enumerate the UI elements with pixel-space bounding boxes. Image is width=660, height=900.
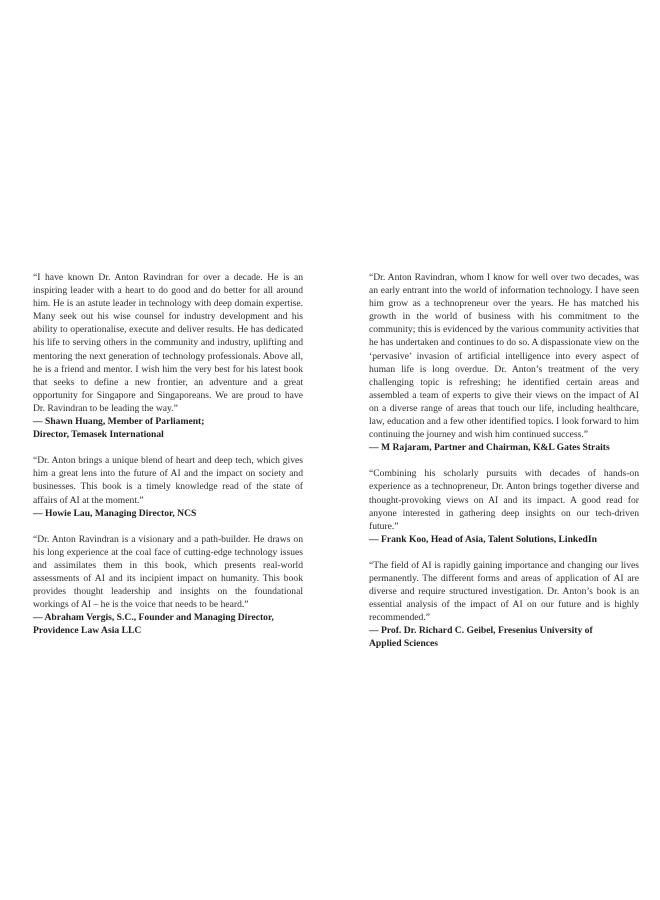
endorsement-quote: “Dr. Anton Ravindran, whom I know for well over two decades, was an early entrant into the world of information technology. I have seen him grow as a technopreneur over the years. He has matched his growth in the world of business with his commitment to the community; this is evidenced by the various community activities that he has undertaken and continues to do so. A dispassionate view on the ‘pervasive’ invasion of artificial intelligence into every aspect of human life is long overdue. Dr. Anton’s treatment of the very challenging topic is refreshing; he identified certain areas and assembled a team of experts to give their views on the impact of AI on a diverse range of areas that touch our life, including healthcare, law, education and a few other identified topics. I look forward to him continuing the journey and wish him continued success.” <box>369 272 639 441</box>
endorsement-shawn-huang <box>33 271 303 441</box>
endorsement-richard-geibel <box>369 559 639 651</box>
right-column <box>369 271 639 664</box>
attribution-line: — M Rajaram, Partner and Chairman, K&L Gates Straits <box>369 442 610 454</box>
endorsement-howie-lau <box>33 454 303 519</box>
attribution-line: — Shawn Huang, Member of Parliament; <box>33 416 205 428</box>
attribution-line: — Abraham Vergis, S.C., Founder and Managing Director, <box>33 612 274 624</box>
endorsement-attribution <box>33 611 303 637</box>
endorsement-quote: “Combining his scholarly pursuits with decades of hands-on experience as a technopreneur, Dr. Anton brings together diverse and thought-provoking views on AI and its impact. A good read for anyone interested in gathering deep insights on our tech-driven future.” <box>369 468 639 532</box>
endorsement-m-rajaram <box>369 271 639 454</box>
endorsement-abraham-vergis <box>33 533 303 638</box>
endorsement-quote: “Dr. Anton brings a unique blend of heart and deep tech, which gives him a great lens into the future of AI and the impact on society and businesses. This book is a timely knowledge read of the state of affairs of AI at the moment.” <box>33 455 303 506</box>
attribution-line: Providence Law Asia LLC <box>33 625 142 637</box>
left-column <box>33 271 303 650</box>
endorsement-quote: “The field of AI is rapidly gaining importance and changing our lives permanently. The different forms and areas of application of AI are diverse and require structured investigation. Dr. Anton’s book is an essential analysis of the impact of AI on our future and is highly recommended.” <box>369 559 639 624</box>
endorsement-attribution <box>369 441 639 454</box>
endorsement-frank-koo <box>369 467 639 546</box>
attribution-line: Applied Sciences <box>369 638 439 650</box>
endorsement-attribution <box>33 415 303 441</box>
endorsement-attribution <box>369 533 639 546</box>
endorsement-attribution <box>369 624 639 650</box>
endorsement-attribution <box>33 507 303 520</box>
attribution-line: — Howie Lau, Managing Director, NCS <box>33 507 197 519</box>
endorsement-quote: “Dr. Anton Ravindran is a visionary and a path-builder. He draws on his long experience at the coal face of cutting-edge technology issues and assimilates them in this book, which presents real-world assessments of AI and its incipient impact on humanity. This book provides thought leadership and insights on the foundational workings of AI – he is the voice that needs to be heard.” <box>33 533 303 611</box>
attribution-line: — Prof. Dr. Richard C. Geibel, Fresenius University of <box>369 625 593 637</box>
attribution-line: — Frank Koo, Head of Asia, Talent Solutions, LinkedIn <box>369 533 597 545</box>
endorsement-quote: “I have known Dr. Anton Ravindran for over a decade. He is an inspiring leader with a heart to do good and do better for all around him. He is an astute leader in technology with deep domain expertise. Many seek out his wise counsel for industry development and his ability to operationalise, execute and deliver results. He has dedicated his life to serving others in the community and industry, uplifting and mentoring the next generation of technology professionals. Above all, he is a friend and mentor. I wish him the very best for his latest book that seeks to define a new frontier, an adventure and a great opportunity for Singapore and Singaporeans. We are proud to have Dr. Ravindran to be leading the way.” <box>33 272 303 414</box>
attribution-line: Director, Temasek International <box>33 429 164 441</box>
